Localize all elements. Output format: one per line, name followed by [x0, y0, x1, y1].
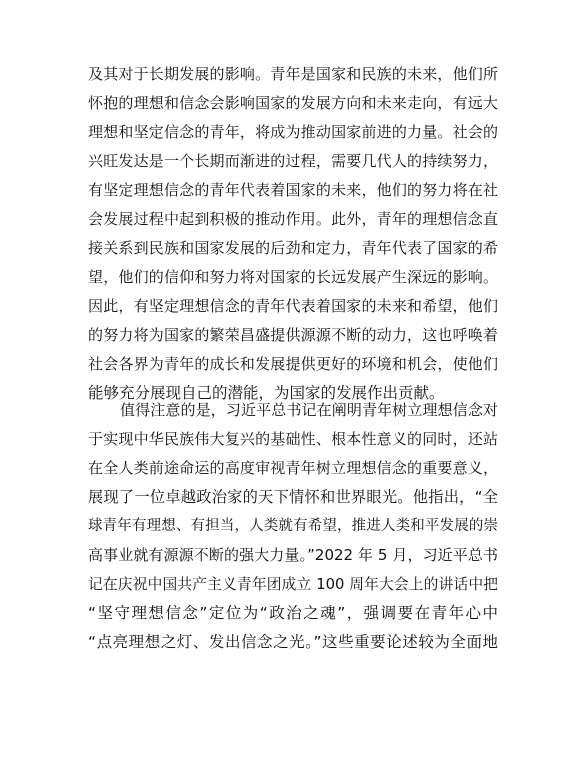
text-line: 会发展过程中起到积极的推动作用。此外，青年的理想信念直 [88, 210, 498, 228]
text-line: 展现了一位卓越政治家的天下情怀和世界眼光。他指出，“全 [88, 488, 498, 506]
text-line: 理想和坚定信念的青年，将成为推动国家前进的力量。社会的 [88, 123, 498, 141]
text-line: 怀抱的理想和信念会影响国家的发展方向和未来走向，有远大 [88, 94, 498, 112]
text-line: 球青年有理想、有担当，人类就有希望，推进人类和平发展的崇 [88, 518, 498, 534]
text-line: 值得注意的是，习近平总书记在阐明青年树立理想信念对 [120, 401, 498, 419]
text-line: 及其对于长期发展的影响。青年是国家和民族的未来，他们所 [88, 65, 498, 83]
text-line: 有坚定理想信念的青年代表着国家的未来，他们的努力将在社 [88, 181, 498, 199]
paragraph-1 [88, 60, 498, 408]
text-line: 因此，有坚定理想信念的青年代表着国家的未来和希望，他们 [88, 297, 498, 315]
text-line: 社会各界为青年的成长和发展提供更好的环境和机会，使他们 [88, 355, 498, 373]
text-line: “坚守理想信念”定位为“政治之魂”，强调要在青年心中 [88, 604, 498, 622]
text-line: 接关系到民族和国家发展的后劲和定力，青年代表了国家的希 [88, 239, 498, 257]
text-line: 兴旺发达是一个长期而渐进的过程，需要几代人的持续努力， [88, 152, 498, 170]
text-line: 在全人类前途命运的高度审视青年树立理想信念的重要意义， [88, 459, 498, 477]
text-line: “点亮理想之灯、发出信念之光。”这些重要论述较为全面地 [88, 633, 498, 651]
paragraph-2 [88, 396, 498, 657]
text-line: 能够充分展现自己的潜能，为国家的发展作出贡献。 [88, 384, 445, 402]
text-line: 记在庆祝中国共产主义青年团成立 100 周年大会上的讲话中把 [88, 576, 498, 593]
text-line: 望，他们的信仰和努力将对国家的长远发展产生深远的影响。 [88, 268, 498, 286]
text-line: 的努力将为国家的繁荣昌盛提供源源不断的动力，这也呼唤着 [88, 326, 498, 344]
text-line: 于实现中华民族伟大复兴的基础性、根本性意义的同时，还站 [88, 430, 498, 448]
text-line: 高事业就有源源不断的强大力量。”2022 年 5 月，习近平总书 [88, 546, 498, 564]
